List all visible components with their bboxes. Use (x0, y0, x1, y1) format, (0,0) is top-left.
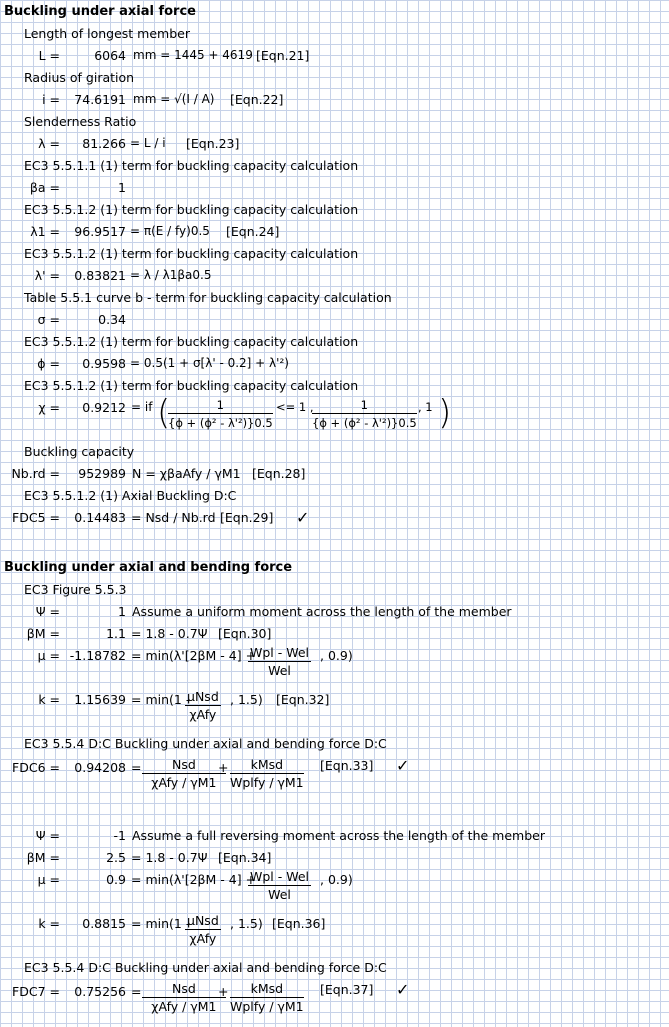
fdc6-plus: + (218, 760, 229, 775)
k2-fraction (185, 914, 221, 946)
betaM2-expression: = 1.8 - 0.7Ψ (131, 850, 208, 865)
fdc5-check-icon: ✓ (296, 508, 310, 527)
i-eqn: [Eqn.22] (230, 92, 284, 107)
chi-if: = if (131, 400, 153, 414)
fdc7-plus: + (218, 984, 229, 999)
buckling-capacity-label: Buckling capacity (24, 444, 135, 459)
mu2-fraction (248, 870, 311, 902)
table-551-label: Table 5.5.1 curve b - term for buckling capacity calculation (24, 290, 392, 305)
phi-expression: = 0.5(1 + σ[λ' - 0.2] + λ'²) (130, 356, 289, 370)
mu2-expression: = min(λ'[2βM - 4] + (131, 872, 257, 887)
fdc5-value[interactable]: 0.14483 (74, 510, 126, 525)
mu2-frac-den: Wel (268, 887, 291, 902)
chi-frac1-den: {ϕ + (ϕ² - λ'²)}0.5 (168, 416, 273, 430)
psi1-description: Assume a uniform moment across the length of the member (132, 604, 512, 619)
section-title-axial-bending: Buckling under axial and bending force (4, 560, 293, 575)
fdc7-eqn: [Eqn.37] (320, 982, 374, 997)
mu1-value[interactable]: -1.18782 (69, 648, 126, 663)
lambda-eqn: [Eqn.23] (186, 136, 240, 151)
k1-expression: = min(1 - (131, 692, 191, 707)
lambda1-expression: = π(E / fy)0.5 (130, 224, 210, 238)
chi-fraction-2 (312, 398, 417, 430)
length-label: Length of longest member (24, 26, 190, 41)
mu2-value[interactable]: 0.9 (106, 872, 126, 887)
k2-frac-den: χAfy (189, 931, 217, 946)
i-symbol: i = (42, 92, 60, 107)
psi1-value[interactable]: 1 (118, 604, 126, 619)
beta-a-symbol: βa = (29, 180, 60, 195)
mu1-fraction (248, 646, 311, 678)
fdc7-fraction-1 (142, 981, 229, 1014)
L-value[interactable]: 6064 (94, 48, 126, 63)
i-value[interactable]: 74.6191 (74, 92, 126, 107)
fdc6-symbol: FDC6 = (12, 760, 60, 775)
chi-frac1-num: 1 (168, 398, 273, 414)
fdc6-frac1-num: Nsd (142, 758, 226, 774)
fdc7-frac1-num: Nsd (142, 982, 226, 998)
fdc7-frac2-num: kMsd (230, 982, 304, 998)
phi-value[interactable]: 0.9598 (82, 356, 126, 371)
betaM2-eqn: [Eqn.34] (218, 850, 272, 865)
L-expression: mm = 1445 + 4619 (133, 48, 253, 62)
fdc7-equals: = (131, 984, 142, 999)
ec3-554-label-1: EC3 5.5.4 D:C Buckling under axial and bending force D:C (24, 736, 387, 751)
lambda1-symbol: λ1 = (30, 224, 60, 239)
psi2-symbol: Ψ = (35, 828, 60, 843)
fdc5-expression: = Nsd / Nb.rd (131, 510, 216, 525)
k1-tail: , 1.5) (230, 692, 263, 707)
radius-label: Radius of giration (24, 70, 135, 85)
fdc7-value[interactable]: 0.75256 (74, 984, 126, 999)
k2-eqn: [Eqn.36] (272, 916, 326, 931)
section-title-axial: Buckling under axial force (4, 4, 196, 19)
betaM1-expression: = 1.8 - 0.7Ψ (131, 626, 208, 641)
fdc6-eqn: [Eqn.33] (320, 758, 374, 773)
k2-frac-num: μNsd (187, 913, 219, 928)
slenderness-label: Slenderness Ratio (24, 114, 137, 129)
ec3-5512-axial-label: EC3 5.5.1.2 (1) Axial Buckling D:C (24, 488, 237, 503)
ec3-554-label-2: EC3 5.5.4 D:C Buckling under axial and bending force D:C (24, 960, 387, 975)
chi-open-paren: ( (157, 393, 171, 433)
mu1-expression: = min(λ'[2βM - 4] + (131, 648, 257, 663)
betaM2-value[interactable]: 2.5 (106, 850, 126, 865)
fdc6-frac2-den: Wplfy / γM1 (230, 775, 304, 790)
lambda1-eqn: [Eqn.24] (226, 224, 280, 239)
fdc5-symbol: FDC5 = (12, 510, 60, 525)
fdc7-symbol: FDC7 = (12, 984, 60, 999)
ec3-figure-label: EC3 Figure 5.5.3 (24, 582, 127, 597)
chi-le: <= 1 , (276, 400, 314, 414)
fdc6-fraction-2 (230, 758, 304, 790)
chi-symbol: χ = (38, 400, 60, 415)
nbrd-expression: N = χβaAfy / γM1 (132, 466, 241, 481)
chi-frac2-num: 1 (312, 398, 417, 414)
fdc6-check-icon: ✓ (396, 756, 410, 775)
sigma-value[interactable]: 0.34 (98, 312, 126, 327)
nbrd-value[interactable]: 952989 (78, 466, 126, 481)
fdc6-value[interactable]: 0.94208 (74, 760, 126, 775)
mu1-tail: , 0.9) (320, 648, 353, 663)
fdc5-eqn: [Eqn.29] (220, 510, 274, 525)
k1-fraction (185, 690, 221, 722)
mu2-symbol: μ = (37, 872, 60, 887)
k1-symbol: k = (38, 692, 60, 707)
psi2-value[interactable]: -1 (113, 828, 126, 843)
lambda-prime-value[interactable]: 0.83821 (74, 268, 126, 283)
beta-a-value[interactable]: 1 (118, 180, 126, 195)
psi1-symbol: Ψ = (35, 604, 60, 619)
k1-frac-den: χAfy (189, 707, 217, 722)
ec3-5512-label-d: EC3 5.5.1.2 (1) term for buckling capacity calculation (24, 378, 359, 393)
nbrd-symbol: Nb.rd = (11, 466, 60, 481)
lambda-symbol: λ = (38, 136, 60, 151)
ec3-5512-label-b: EC3 5.5.1.2 (1) term for buckling capacity calculation (24, 246, 359, 261)
lambda1-value[interactable]: 96.9517 (74, 224, 126, 239)
mu1-frac-den: Wel (268, 663, 291, 678)
chi-close-paren: ) (438, 393, 452, 433)
sigma-symbol: σ = (37, 312, 60, 327)
ec3-5512-label-a: EC3 5.5.1.2 (1) term for buckling capacity calculation (24, 202, 359, 217)
lambda-prime-expression: = λ / λ1βa0.5 (130, 268, 212, 282)
mu2-tail: , 0.9) (320, 872, 353, 887)
k2-tail: , 1.5) (230, 916, 263, 931)
betaM1-value[interactable]: 1.1 (106, 626, 126, 641)
betaM1-eqn: [Eqn.30] (218, 626, 272, 641)
lambda-expression: = L / i (130, 136, 166, 150)
fdc6-equals: = (131, 760, 142, 775)
mu1-frac-num: Wpl - Wel (250, 645, 310, 660)
k2-value[interactable]: 0.8815 (82, 916, 126, 931)
fdc6-frac1-den: χAfy / γM1 (151, 775, 217, 790)
mu1-symbol: μ = (37, 648, 60, 663)
fdc6-fraction-1 (142, 757, 229, 790)
fdc7-frac2-den: Wplfy / γM1 (230, 999, 304, 1014)
betaM1-symbol: βM = (26, 626, 60, 641)
betaM2-symbol: βM = (26, 850, 60, 865)
mu2-frac-num: Wpl - Wel (250, 869, 310, 884)
nbrd-eqn: [Eqn.28] (252, 466, 306, 481)
ec3-5512-label-c: EC3 5.5.1.2 (1) term for buckling capacity calculation (24, 334, 359, 349)
k1-value[interactable]: 1.15639 (74, 692, 126, 707)
fdc6-frac2-num: kMsd (230, 758, 304, 774)
fdc7-frac1-den: χAfy / γM1 (151, 999, 217, 1014)
L-symbol: L = (38, 48, 60, 63)
L-eqn: [Eqn.21] (256, 48, 310, 63)
chi-fraction-1 (168, 398, 273, 430)
lambda-value[interactable]: 81.266 (82, 136, 126, 151)
k1-eqn: [Eqn.32] (276, 692, 330, 707)
k1-frac-num: μNsd (187, 689, 219, 704)
k2-symbol: k = (38, 916, 60, 931)
chi-one: , 1 (418, 400, 433, 414)
i-expression: mm = √(I / A) (133, 92, 215, 106)
chi-value[interactable]: 0.9212 (82, 400, 126, 415)
lambda-prime-symbol: λ' = (34, 268, 60, 283)
chi-frac2-den: {ϕ + (ϕ² - λ'²)}0.5 (312, 416, 417, 430)
fdc7-fraction-2 (230, 982, 304, 1014)
fdc7-check-icon: ✓ (396, 980, 410, 999)
psi2-description: Assume a full reversing moment across the length of the member (132, 828, 545, 843)
k2-expression: = min(1 - (131, 916, 191, 931)
ec3-5511-label: EC3 5.5.1.1 (1) term for buckling capacity calculation (24, 158, 359, 173)
phi-symbol: ϕ = (37, 356, 60, 371)
